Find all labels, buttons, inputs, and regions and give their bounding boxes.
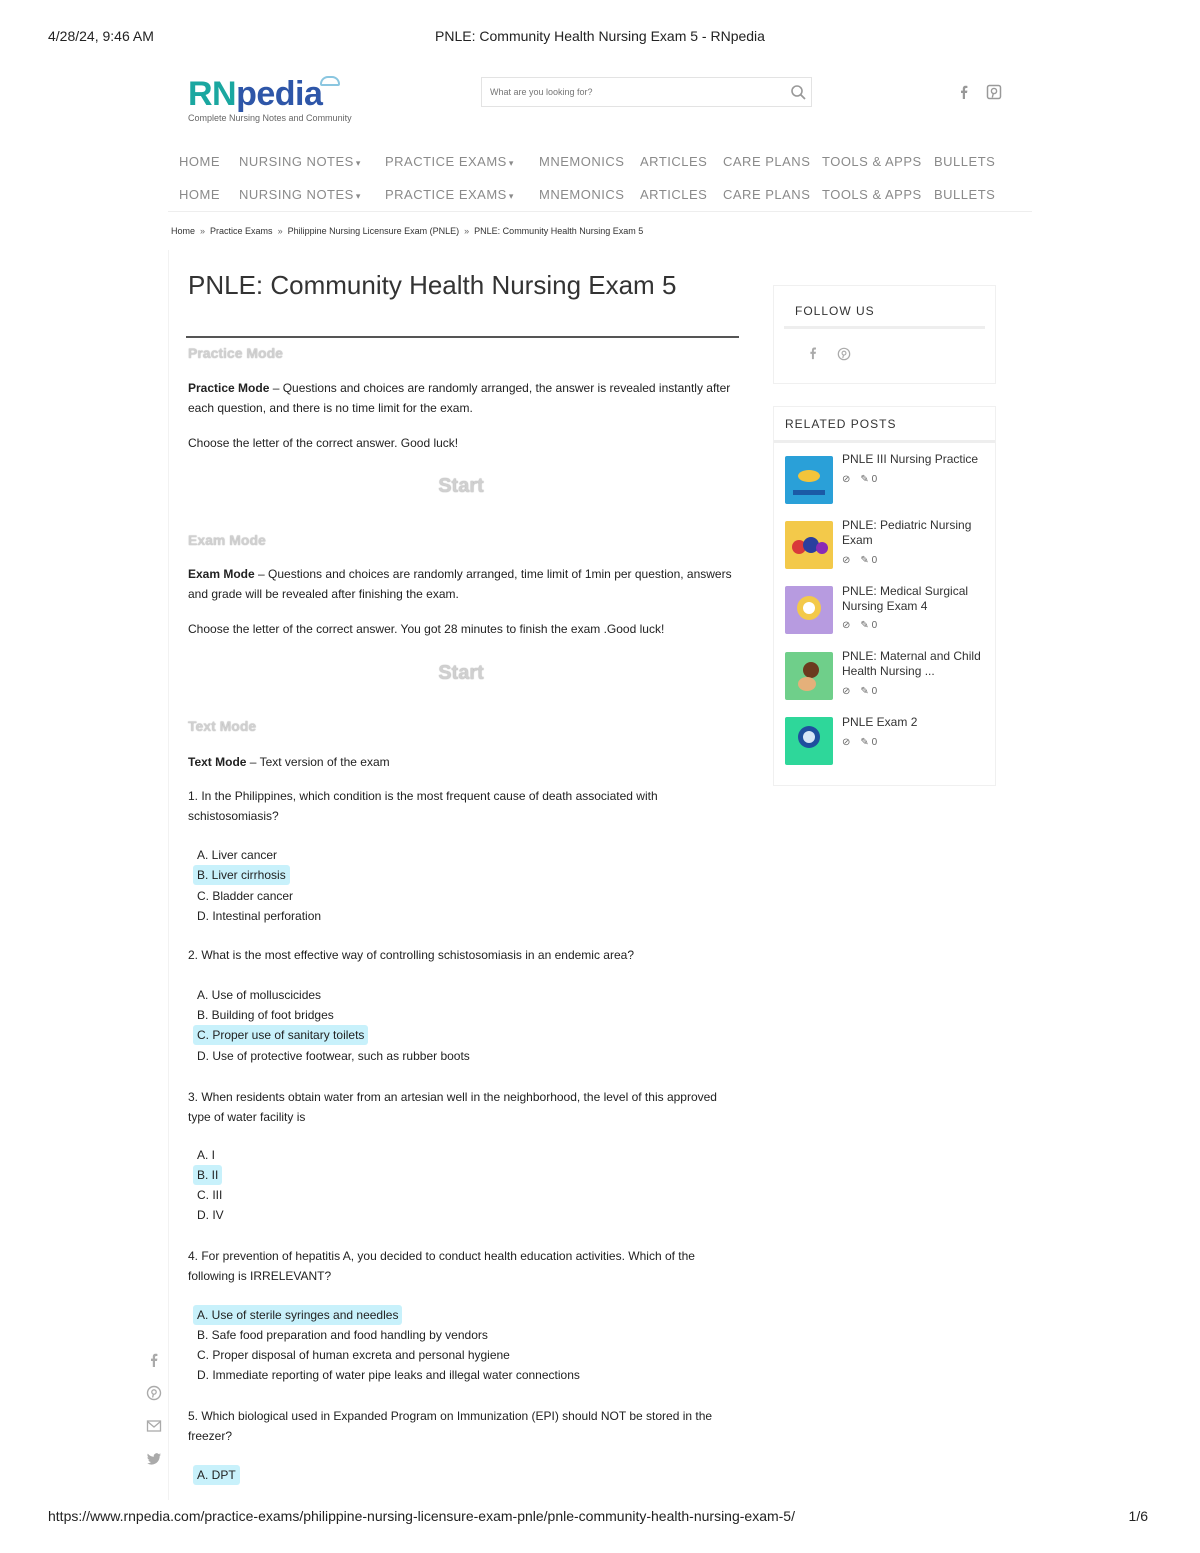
- nav-item-care-plans[interactable]: CARE PLANS: [723, 154, 811, 169]
- search-icon: [784, 78, 812, 108]
- logo-tagline: Complete Nursing Notes and Community: [188, 113, 352, 123]
- comment-icon: ✎ 0: [860, 620, 878, 631]
- pinterest-icon[interactable]: [146, 1385, 162, 1401]
- text-mode-heading: Text Mode: [188, 718, 257, 734]
- nav-label: NURSING NOTES: [239, 154, 354, 169]
- comment-count: 0: [871, 686, 878, 697]
- option: C. Bladder cancer: [197, 889, 294, 903]
- sticky-nav: [168, 179, 1032, 209]
- question-text: 1. In the Philippines, which condition is the most frequent cause of death associated with schistosomiasis?: [188, 789, 658, 823]
- clock-icon: ⊘: [842, 620, 851, 631]
- nav-item-bullets[interactable]: BULLETS: [934, 187, 996, 202]
- nav-item-nursing-notes[interactable]: [239, 187, 361, 202]
- question-text: 4. For prevention of hepatitis A, you decided to conduct health education activities. Which of the following is IRRELEVANT?: [188, 1249, 695, 1283]
- related-post-title[interactable]: PNLE Exam 2: [842, 715, 918, 729]
- related-post-image: [785, 456, 833, 504]
- option: D. Immediate reporting of water pipe leaks and illegal water connections: [197, 1368, 580, 1382]
- clock-icon: ⊘: [842, 474, 851, 485]
- text-mode-text: – Text version of the exam: [246, 755, 390, 769]
- print-date: 4/28/24, 9:46 AM: [48, 28, 154, 44]
- nav-item-home[interactable]: HOME: [179, 154, 220, 169]
- exam-mode-heading: Exam Mode: [188, 532, 266, 548]
- related-post-thumbnail[interactable]: [785, 652, 833, 700]
- nav-item-articles[interactable]: ARTICLES: [640, 154, 708, 169]
- breadcrumb-practice-exams[interactable]: Practice Exams: [210, 226, 273, 236]
- comment-count: 0: [871, 737, 878, 748]
- main-nav: [168, 146, 1032, 176]
- exam-start-button[interactable]: Start: [426, 662, 496, 685]
- facebook-icon[interactable]: [956, 84, 972, 100]
- page-title: PNLE: Community Health Nursing Exam 5: [188, 270, 677, 300]
- comment-icon: ✎ 0: [860, 737, 878, 748]
- nav-item-practice-exams[interactable]: [385, 154, 514, 169]
- nav-label: NURSING NOTES: [239, 187, 354, 202]
- question-text: 2. What is the most effective way of controlling schistosomiasis in an endemic area?: [188, 948, 634, 962]
- correct-answer: C. Proper use of sanitary toilets: [193, 1025, 368, 1045]
- related-post-image: [785, 521, 833, 569]
- breadcrumb-separator: »: [277, 226, 283, 236]
- related-posts-title: RELATED POSTS: [785, 417, 897, 431]
- practice-mode-desc: [188, 378, 738, 418]
- practice-mode-text: – Questions and choices are randomly arranged, the answer is revealed instantly after each question, and there is no time limit for the exam.: [188, 381, 731, 415]
- widget-divider: [784, 326, 985, 329]
- nav-item-practice-exams[interactable]: [385, 187, 514, 202]
- nav-label: PRACTICE EXAMS: [385, 154, 507, 169]
- pinterest-icon[interactable]: [986, 84, 1002, 100]
- question-text: 3. When residents obtain water from an artesian well in the neighborhood, the level of this approved type of water facility is: [188, 1090, 717, 1124]
- clock-icon: ⊘: [842, 555, 851, 566]
- option: A. I: [197, 1148, 216, 1162]
- breadcrumb-home[interactable]: Home: [171, 226, 196, 236]
- option: B. Safe food preparation and food handling by vendors: [197, 1328, 488, 1342]
- comment-count: 0: [871, 620, 878, 631]
- logo-rn: RN: [188, 75, 237, 113]
- option: C. III: [197, 1188, 223, 1202]
- option: A. Use of molluscicides: [197, 988, 322, 1002]
- option: A. Liver cancer: [197, 848, 278, 862]
- chevron-down-icon: ▾: [355, 191, 361, 201]
- nav-item-home[interactable]: HOME: [179, 187, 220, 202]
- nav-divider: [168, 211, 1032, 212]
- nav-item-mnemonics[interactable]: MNEMONICS: [539, 154, 625, 169]
- related-post-image: [785, 717, 833, 765]
- chevron-down-icon: ▾: [508, 158, 514, 168]
- related-post-title[interactable]: PNLE: Medical Surgical Nursing Exam 4: [842, 584, 969, 613]
- option: C. Proper disposal of human excreta and personal hygiene: [197, 1348, 510, 1362]
- related-post-meta: [842, 686, 897, 697]
- related-post-meta: [842, 474, 897, 485]
- exam-mode-text: – Questions and choices are randomly arranged, time limit of 1min per question, answers and grade will be revealed after finishing the exam.: [188, 567, 732, 601]
- text-mode-desc: [188, 752, 738, 772]
- breadcrumb: [171, 226, 643, 236]
- print-header: [48, 28, 1152, 48]
- widget-divider: [774, 440, 995, 443]
- option: D. Intestinal perforation: [197, 909, 322, 923]
- clock-icon: ⊘: [842, 686, 851, 697]
- comment-count: 0: [871, 474, 878, 485]
- nav-item-care-plans[interactable]: CARE PLANS: [723, 187, 811, 202]
- text-mode-lead: Text Mode: [188, 755, 247, 769]
- exam-instruction: Choose the letter of the correct answer. You got 28 minutes to finish the exam .Good luck!: [188, 622, 665, 636]
- practice-start-button[interactable]: Start: [426, 475, 496, 498]
- related-post-title[interactable]: PNLE: Pediatric Nursing Exam: [842, 518, 972, 547]
- logo-pedia: pedia: [236, 75, 323, 113]
- site-logo[interactable]: [188, 74, 358, 126]
- follow-us-widget: [773, 285, 996, 384]
- nurse-cap-icon: [320, 76, 340, 86]
- breadcrumb-separator: »: [200, 226, 206, 236]
- option: B. Building of foot bridges: [197, 1008, 334, 1022]
- related-post-thumbnail[interactable]: [785, 521, 833, 569]
- question-text: 5. Which biological used in Expanded Program on Immunization (EPI) should NOT be stored in the freezer?: [188, 1409, 713, 1443]
- pinterest-icon[interactable]: [837, 347, 851, 361]
- nav-item-tools-apps[interactable]: TOOLS & APPS: [822, 154, 922, 169]
- related-post-thumbnail[interactable]: [785, 456, 833, 504]
- breadcrumb-separator: »: [464, 226, 470, 236]
- correct-answer: B. Liver cirrhosis: [193, 865, 290, 885]
- print-page-number: 1/6: [1128, 1508, 1148, 1524]
- related-post-title[interactable]: PNLE III Nursing Practice: [842, 452, 979, 466]
- related-post-title[interactable]: PNLE: Maternal and Child Health Nursing ...: [842, 649, 981, 678]
- facebook-icon[interactable]: [806, 346, 820, 360]
- related-post-meta: [842, 737, 897, 748]
- correct-answer: A. Use of sterile syringes and needles: [193, 1305, 402, 1325]
- print-url: https://www.rnpedia.com/practice-exams/philippine-nursing-licensure-exam-pnle/pnle-community-health-nursing-exam-5/: [48, 1508, 795, 1524]
- title-divider: [186, 336, 739, 338]
- nav-item-bullets[interactable]: BULLETS: [934, 154, 996, 169]
- search-input[interactable]: [482, 78, 784, 106]
- email-icon[interactable]: [146, 1418, 162, 1434]
- correct-answer: B. II: [193, 1165, 222, 1185]
- comment-icon: ✎ 0: [860, 555, 878, 566]
- exam-mode-desc: [188, 564, 738, 604]
- breadcrumb-pnle[interactable]: Philippine Nursing Licensure Exam (PNLE): [287, 226, 460, 236]
- post-content: [168, 250, 751, 1500]
- option: D. IV: [197, 1208, 224, 1222]
- breadcrumb-current: PNLE: Community Health Nursing Exam 5: [474, 226, 644, 236]
- search-box: [481, 77, 784, 107]
- print-title: PNLE: Community Health Nursing Exam 5 - RNpedia: [435, 28, 765, 44]
- nav-item-mnemonics[interactable]: MNEMONICS: [539, 187, 625, 202]
- clock-icon: ⊘: [842, 737, 851, 748]
- related-post-image: [785, 586, 833, 634]
- nav-label: PRACTICE EXAMS: [385, 187, 507, 202]
- practice-instruction: Choose the letter of the correct answer. Good luck!: [188, 436, 459, 450]
- comment-icon: ✎ 0: [860, 686, 878, 697]
- exam-mode-lead: Exam Mode: [188, 567, 255, 581]
- nav-item-articles[interactable]: ARTICLES: [640, 187, 708, 202]
- chevron-down-icon: ▾: [508, 191, 514, 201]
- related-post-meta: [842, 620, 897, 631]
- nav-item-nursing-notes[interactable]: [239, 154, 361, 169]
- nav-item-tools-apps[interactable]: TOOLS & APPS: [822, 187, 922, 202]
- correct-answer: A. DPT: [193, 1465, 240, 1485]
- related-post-meta: [842, 555, 897, 566]
- follow-us-title: FOLLOW US: [795, 304, 875, 318]
- post-border: [168, 250, 169, 1500]
- facebook-icon[interactable]: [146, 1352, 162, 1368]
- related-post-thumbnail[interactable]: [785, 586, 833, 634]
- comment-count: 0: [871, 555, 878, 566]
- option: D. Use of protective footwear, such as rubber boots: [197, 1049, 470, 1063]
- practice-mode-lead: Practice Mode: [188, 381, 270, 395]
- chevron-down-icon: ▾: [355, 158, 361, 168]
- related-post-thumbnail[interactable]: [785, 717, 833, 765]
- comment-icon: ✎ 0: [860, 474, 878, 485]
- twitter-icon[interactable]: [146, 1451, 162, 1467]
- search-button[interactable]: [784, 77, 812, 107]
- related-post-image: [785, 652, 833, 700]
- practice-mode-heading: Practice Mode: [188, 345, 283, 361]
